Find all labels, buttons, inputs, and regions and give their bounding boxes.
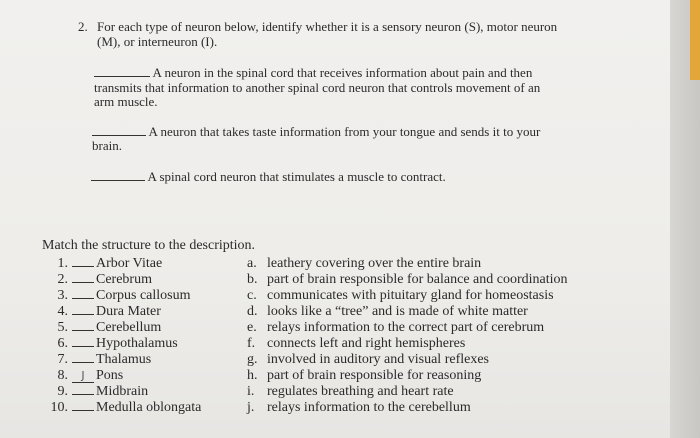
answer-blank[interactable] (91, 180, 145, 181)
structure-name: Thalamus (96, 352, 152, 367)
question-prompt-line1: For each type of neuron below, identify whether it is a sensory neuron (S), motor neuron (97, 19, 558, 34)
description-text: part of brain responsible for reasoning (267, 368, 482, 383)
description-text: relays information to the correct part of cerebrum (267, 320, 545, 335)
description-text: involved in auditory and visual reflexes (267, 352, 489, 367)
description-text: regulates breathing and heart rate (267, 384, 454, 399)
neuron-item-1-line3: arm muscle. (94, 94, 158, 109)
description-letter: j. (247, 400, 255, 415)
structure-name: Arbor Vitae (96, 256, 163, 271)
answer-blank[interactable] (72, 282, 94, 283)
description-row (247, 336, 465, 352)
description-row (247, 400, 471, 416)
structure-name: Cerebrum (96, 272, 152, 287)
description-letter: i. (247, 384, 255, 399)
description-letter: g. (247, 352, 258, 367)
structure-number: 8. (57, 368, 68, 383)
structure-number: 6. (57, 336, 68, 351)
structure-number: 9. (57, 384, 68, 399)
structure-row (46, 320, 161, 336)
structure-row (46, 304, 161, 320)
answer-blank[interactable] (72, 410, 94, 411)
structure-row (46, 368, 123, 384)
structure-number: 5. (57, 320, 68, 335)
structure-number: 10. (50, 400, 68, 415)
answer-blank[interactable] (94, 76, 150, 77)
description-text: looks like a “tree” and is made of white matter (267, 304, 528, 319)
neuron-item-1-line2: transmits that information to another spinal cord neuron that controls movement of an (94, 80, 541, 95)
description-letter: h. (247, 368, 258, 383)
structure-row (46, 288, 191, 304)
structure-row (46, 336, 178, 352)
description-row (247, 368, 481, 384)
neuron-item-2-line2: brain. (92, 138, 122, 153)
structure-number: 7. (57, 352, 68, 367)
neuron-item-2 (92, 124, 540, 140)
neuron-item-2-line1: A neuron that takes taste information from your tongue and sends it to your (148, 124, 541, 139)
description-text: leathery covering over the entire brain (267, 256, 482, 271)
description-row (247, 304, 528, 320)
structure-row (46, 384, 148, 400)
description-row (247, 384, 454, 400)
background-accent (690, 0, 700, 80)
description-text: part of brain responsible for balance and coordination (267, 272, 568, 287)
structure-name: Pons (96, 368, 124, 383)
neuron-item-3 (91, 169, 446, 185)
description-text: relays information to the cerebellum (267, 400, 471, 415)
answer-blank[interactable] (72, 362, 94, 363)
description-letter: e. (247, 320, 257, 335)
answer-blank[interactable] (72, 346, 94, 347)
structure-number: 4. (57, 304, 68, 319)
answer-blank[interactable] (72, 266, 94, 267)
description-letter: c. (247, 288, 257, 303)
structure-name: Dura Mater (96, 304, 161, 319)
answer-blank[interactable] (72, 298, 94, 299)
description-row (247, 352, 489, 368)
description-row (247, 272, 568, 288)
answer-blank[interactable] (72, 394, 94, 395)
neuron-item-1-line1: A neuron in the spinal cord that receives information about pain and then (152, 65, 533, 80)
description-letter: a. (247, 256, 257, 271)
question-prompt-line2: (M), or interneuron (I). (97, 34, 218, 49)
description-letter: f. (247, 336, 256, 351)
matching-title: Match the structure to the description. (42, 238, 256, 253)
structure-number: 1. (57, 256, 68, 271)
structure-name: Midbrain (96, 384, 149, 399)
structure-name: Medulla oblongata (96, 400, 202, 415)
description-letter: d. (247, 304, 258, 319)
description-row (247, 256, 481, 272)
neuron-item-1 (94, 65, 532, 81)
question-number: 2. (78, 19, 88, 34)
structure-row (46, 272, 152, 288)
structure-number: 2. (57, 272, 68, 287)
structure-name: Corpus callosum (96, 288, 191, 303)
answer-blank[interactable] (72, 314, 94, 315)
structure-row (46, 256, 162, 272)
description-letter: b. (247, 272, 258, 287)
structure-row (46, 400, 201, 416)
structure-name: Cerebellum (96, 320, 162, 335)
description-row (247, 288, 554, 304)
structure-number: 3. (57, 288, 68, 303)
structure-name: Hypothalamus (96, 336, 178, 351)
description-text: communicates with pituitary gland for homeostasis (267, 288, 554, 303)
structure-row (46, 352, 151, 368)
answer-blank[interactable]: J (72, 369, 94, 383)
answer-blank[interactable] (72, 330, 94, 331)
answer-blank[interactable] (92, 135, 146, 136)
description-row (247, 320, 544, 336)
description-text: connects left and right hemispheres (267, 336, 466, 351)
neuron-item-3-line1: A spinal cord neuron that stimulates a muscle to contract. (147, 169, 446, 184)
